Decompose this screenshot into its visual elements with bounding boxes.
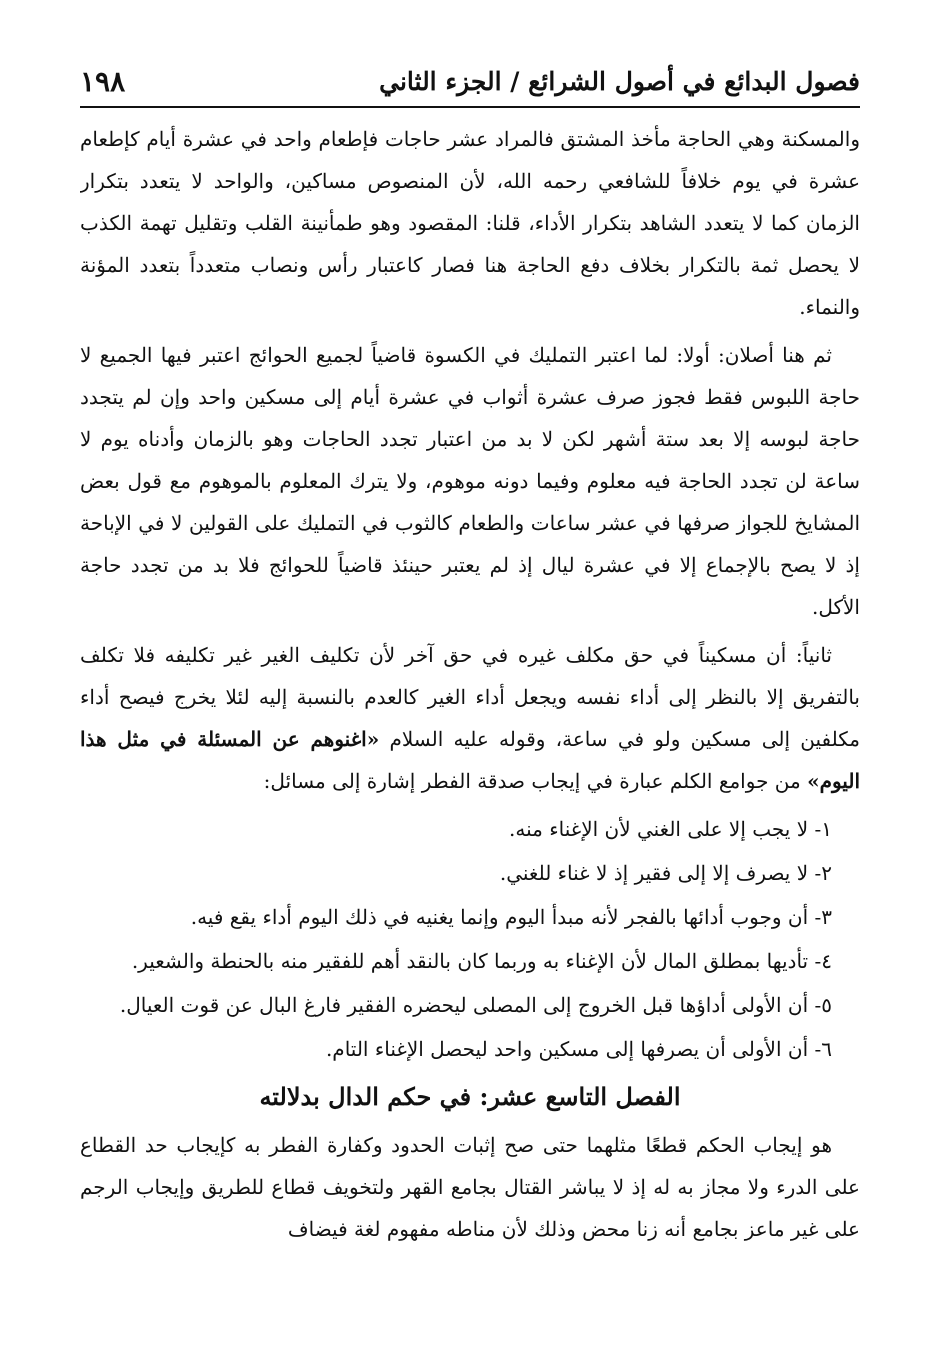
book-page <box>80 52 860 1342</box>
paragraph-asl-awwal: ثم هنا أصلان: أولا: لما اعتبر التمليك في الكسوة قاضياً لجميع الحوائج اعتبر فيها الجميع لا حاجة اللبوس فقط فجوز صرف عشرة أثواب في عشرة أيام إلى مسكين واحد وإن لم يتجدد حاجة لبوسه إلا بعد ستة أشهر لكن لا بد من اعتبار تجدد الحاجات وهو بالزمان وأدناه يوم لا ساعة لن تجدد الحاجة فيه معلوم وفيما دونه موهوم، ولا يترك المعلوم بالموهوم مع قول بعض المشايخ للجواز صرفها في عشر ساعات والطعام كالثوب في التمليك على القولين لا في الإباحة إذ لا يصح بالإجماع إلا في عشرة ليال إذ لم يعتبر حينئذ قاضياً للحوائج فلا بد من تجدد حاجة الأكل. <box>80 343 860 619</box>
paragraph-mahkana: والمسكنة وهي الحاجة مأخذ المشتق فالمراد عشر حاجات فإطعام واحد في عشرة أيام كإطعام عشرة في يوم خلافاً للشافعي رحمه الله، لأن المنصوص مساكين، والواحد لا يتعدد بتكرار الزمان كما لا يتعدد الشاهد بتكرار الأداء، قلنا: المقصود وهو طمأنينة القلب وتقليل تهمة الكذب لا يحصل ثمة بالتكرار بخلاف دفع الحاجة هنا فصار كاعتبار رأس ونصاب متعدداً بتعدد المؤنة والنماء. <box>80 127 860 319</box>
paragraph-section-body: هو إيجاب الحكم قطعًا مثلهما حتى صح إثبات الحدود وكفارة الفطر به كإيجاب حد القطاع على الدرء ولا مجاز به له إذ لا يباشر القتال بجامع القهر ولتخويف قطاع للطريق وإيجاب الرجم على غير ماعز بجامع أنه زنا محض وذلك لأن مناطه مفهوم لغة فيضاف <box>80 1133 860 1241</box>
paragraph-asl-thani-end: من جوامع الكلم عبارة في إيجاب صدقة الفطر إشارة إلى مسائل: <box>263 769 808 793</box>
running-title: فصول البدائع في أصول الشرائع / الجزء الثاني <box>379 67 860 96</box>
section-heading: الفصل التاسع عشر: في حكم الدال بدلالته <box>259 1082 681 1111</box>
list-item: ٢- لا يصرف إلا إلى فقير إذ لا غناء للغني. <box>499 861 832 885</box>
hadith-quote: «اغنوهم عن المسئلة في مثل هذا اليوم» <box>80 727 860 793</box>
numbered-list <box>80 808 860 1070</box>
list-item: ٣- أن وجوب أدائها بالفجر لأنه مبدأ اليوم وإنما يغنيه في ذلك اليوم أداء يقع فيه. <box>190 905 832 929</box>
list-item: ١- لا يجب إلا على الغني لأن الإغناء منه. <box>509 817 832 841</box>
page-header <box>80 52 860 108</box>
list-item: ٥- أن الأولى أداؤها قبل الخروج إلى المصلى ليحضره الفقير فارغ البال عن قوت العيال. <box>119 993 832 1017</box>
list-item: ٤- تأديها بمطلق المال لأن الإغناء به وربما كان بالنقد أهم للفقير منه بالحنطة والشعير. <box>131 949 832 973</box>
paragraph-asl-thani <box>80 634 860 802</box>
paragraph-asl-thani-start: ثانياً: أن مسكيناً في حق مكلف غيره في حق آخر لأن تكليف الغير غير تكليفه فلا تكلف بالتفريق إلا بالنظر إلى أداء نفسه ويجعل أداء الغير كالعدم بالنسبة إليه لئلا يخرج فيصح أداء مكلفين إلى مسكين ولو في ساعة، وقوله عليه السلام <box>80 643 860 751</box>
list-item: ٦- أن الأولى أن يصرفها إلى مسكين واحد ليحصل الإغناء التام. <box>325 1037 832 1061</box>
body-text <box>80 118 860 1250</box>
page-number: ١٩٨ <box>80 65 126 98</box>
